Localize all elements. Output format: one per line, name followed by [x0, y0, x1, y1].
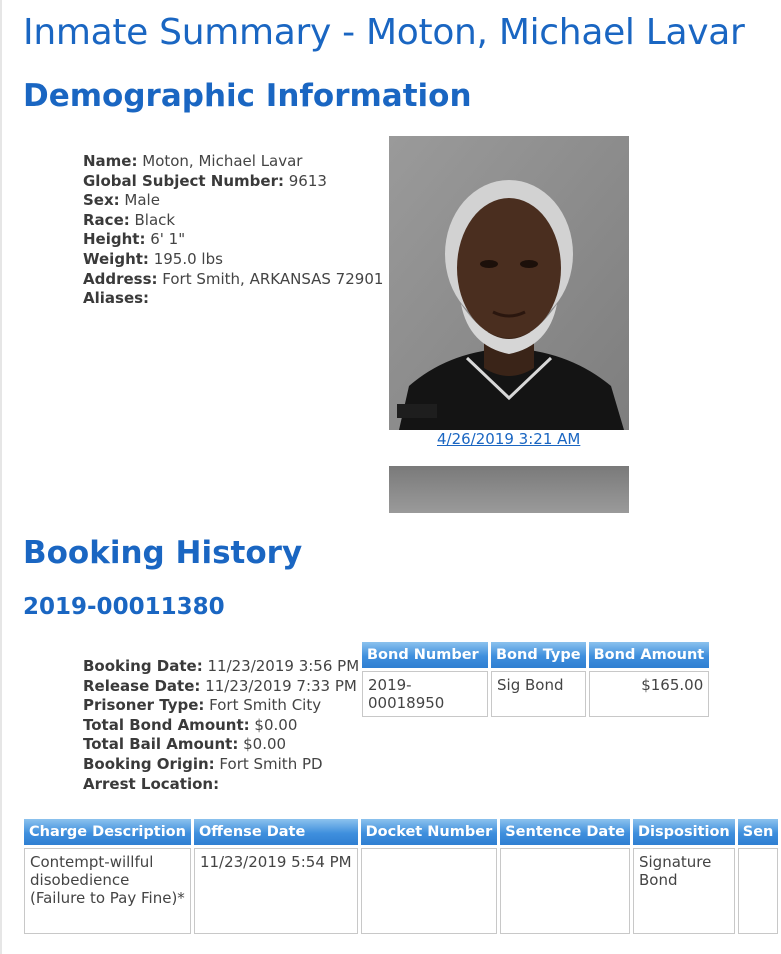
offense-date-cell: 11/23/2019 5:54 PM: [194, 848, 358, 934]
booking-history-heading: Booking History: [23, 535, 303, 571]
page-title: Inmate Summary - Moton, Michael Lavar: [23, 12, 745, 53]
field-weight: Weight: 195.0 lbs: [83, 249, 223, 268]
charge-table: [21, 816, 781, 937]
docket-number-header: Docket Number: [361, 819, 498, 845]
docket-number-cell: [361, 848, 498, 934]
offense-date-header: Offense Date: [194, 819, 358, 845]
charge-description-header: Charge Description: [24, 819, 191, 845]
charge-table-header-row: [24, 819, 778, 845]
bond-table-header-row: [362, 642, 709, 668]
demographic-heading: Demographic Information: [23, 78, 472, 114]
disposition-cell: Signature Bond: [633, 848, 735, 934]
mugshot-illustration: [389, 136, 629, 430]
field-total-bond-amount: Total Bond Amount: $0.00: [83, 715, 298, 734]
second-photo-thumbnail[interactable]: [389, 466, 629, 513]
sentence-date-cell: [500, 848, 630, 934]
bond-type-header: Bond Type: [491, 642, 586, 668]
sentence-date-header: Sentence Date: [500, 819, 630, 845]
demographic-info: [83, 152, 383, 309]
field-race: Race: Black: [83, 210, 176, 229]
bond-type-cell: Sig Bond: [491, 671, 586, 717]
field-booking-origin: Booking Origin: Fort Smith PD: [83, 754, 323, 773]
field-total-bail-amount: Total Bail Amount: $0.00: [83, 735, 287, 754]
field-name: Name: Moton, Michael Lavar: [83, 152, 303, 170]
bond-amount-cell: $165.00: [589, 671, 710, 717]
booking-info: [83, 657, 359, 794]
page-left-border: [0, 0, 2, 954]
field-sex: Sex: Male: [83, 191, 160, 210]
bond-table: [359, 639, 712, 720]
bond-number-header: Bond Number: [362, 642, 488, 668]
bond-table-row: [362, 671, 709, 717]
field-arrest-location: Arrest Location:: [83, 774, 220, 793]
booking-number-heading: 2019-00011380: [23, 594, 225, 620]
field-height: Height: 6' 1": [83, 230, 186, 249]
photo-date-link[interactable]: 4/26/2019 3:21 AM: [437, 430, 581, 448]
field-address: Address: Fort Smith, ARKANSAS 72901: [83, 269, 384, 288]
bond-amount-header: Bond Amount: [589, 642, 710, 668]
sentence-cell-partial: [738, 848, 779, 934]
field-booking-date: Booking Date: 11/23/2019 3:56 PM: [83, 657, 360, 675]
bond-number-cell: 2019-00018950: [362, 671, 488, 717]
field-global-subject-number: Global Subject Number: 9613: [83, 171, 327, 190]
disposition-header: Disposition: [633, 819, 735, 845]
charge-description-cell: Contempt-willful disobedience (Failure to Pay Fine)*: [24, 848, 191, 934]
sentence-header-partial: Sen: [738, 819, 779, 845]
field-prisoner-type: Prisoner Type: Fort Smith City: [83, 696, 322, 715]
field-aliases: Aliases:: [83, 289, 150, 308]
charge-table-row: [24, 848, 778, 934]
field-release-date: Release Date: 11/23/2019 7:33 PM: [83, 676, 357, 695]
mugshot-photo[interactable]: [389, 136, 629, 430]
